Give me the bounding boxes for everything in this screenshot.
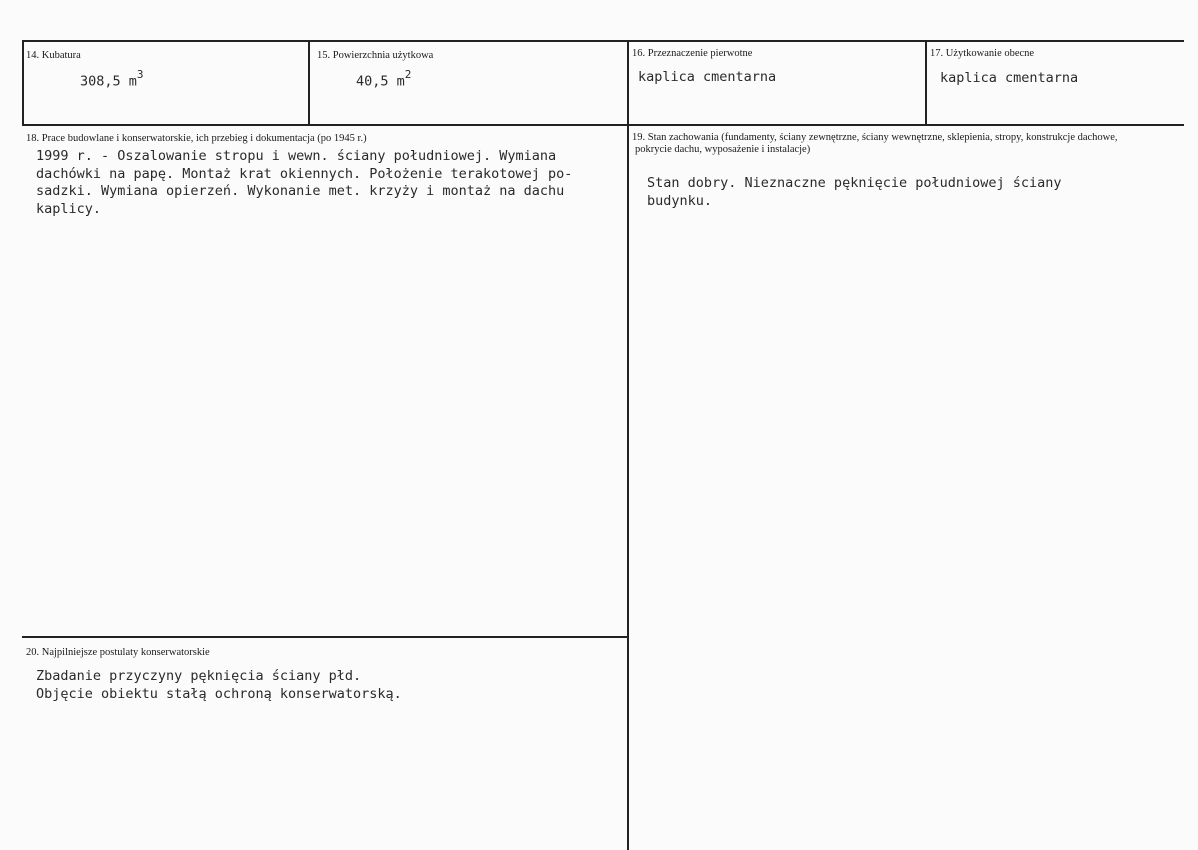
kubatura-exponent: 3 xyxy=(136,68,144,81)
stan-line: budynku. xyxy=(647,192,713,209)
kubatura-label: 14. Kubatura xyxy=(26,50,81,61)
prace-line: sadzki. Wymiana opierzeń. Wykonanie met. krzyży i montaż na dachu xyxy=(36,183,565,199)
prace-label: 18. Prace budowlane i konserwatorskie, ich przebieg i dokumentacja (po 1945 r.) xyxy=(26,133,367,144)
powierzchnia-value xyxy=(356,68,411,91)
row1-bottom-line xyxy=(22,124,1184,126)
prace-line: dachówki na papę. Montaż krat okiennych. Położenie terakotowej po- xyxy=(36,165,573,182)
postulaty-label: 20. Najpilniejsze postulaty konserwatorskie xyxy=(26,647,210,658)
center-divider xyxy=(627,40,629,850)
postulaty-line: Objęcie obiektu stałą ochroną konserwatorską. xyxy=(36,685,402,702)
przeznaczenie-label: 16. Przeznaczenie pierwotne xyxy=(632,48,753,59)
uzytkowanie-value: kaplica cmentarna xyxy=(940,70,1079,86)
powierzchnia-exponent: 2 xyxy=(404,68,412,81)
kubatura-value xyxy=(80,68,144,91)
postulaty-line: Zbadanie przyczyny pęknięcia ściany płd. xyxy=(36,668,362,684)
powierzchnia-label: 15. Powierzchnia użytkowa xyxy=(317,50,434,61)
uzytkowanie-label: 17. Użytkowanie obecne xyxy=(930,48,1035,59)
left-border-line xyxy=(22,40,24,126)
kubatura-number: 308,5 m xyxy=(80,73,137,90)
divider-16-17 xyxy=(925,40,927,126)
przeznaczenie-value: kaplica cmentarna xyxy=(638,69,777,85)
stan-line: Stan dobry. Nieznaczne pęknięcie południowej ściany xyxy=(647,175,1062,191)
stan-label: 19. Stan zachowania (fundamenty, ściany zewnętrzne, ściany wewnętrzne, sklepienia, stropy, konstrukcje dachowe, xyxy=(632,132,1118,143)
divider-14-15 xyxy=(308,40,310,126)
prace-line: 1999 r. - Oszalowanie stropu i wewn. ściany południowej. Wymiana xyxy=(36,148,557,164)
stan-label-cont: pokrycie dachu, wyposażenie i instalacje) xyxy=(635,144,811,155)
prace-line: kaplicy. xyxy=(36,200,102,217)
section-20-top-line xyxy=(22,636,628,638)
powierzchnia-number: 40,5 m xyxy=(356,73,405,90)
top-border-line xyxy=(22,40,1184,42)
